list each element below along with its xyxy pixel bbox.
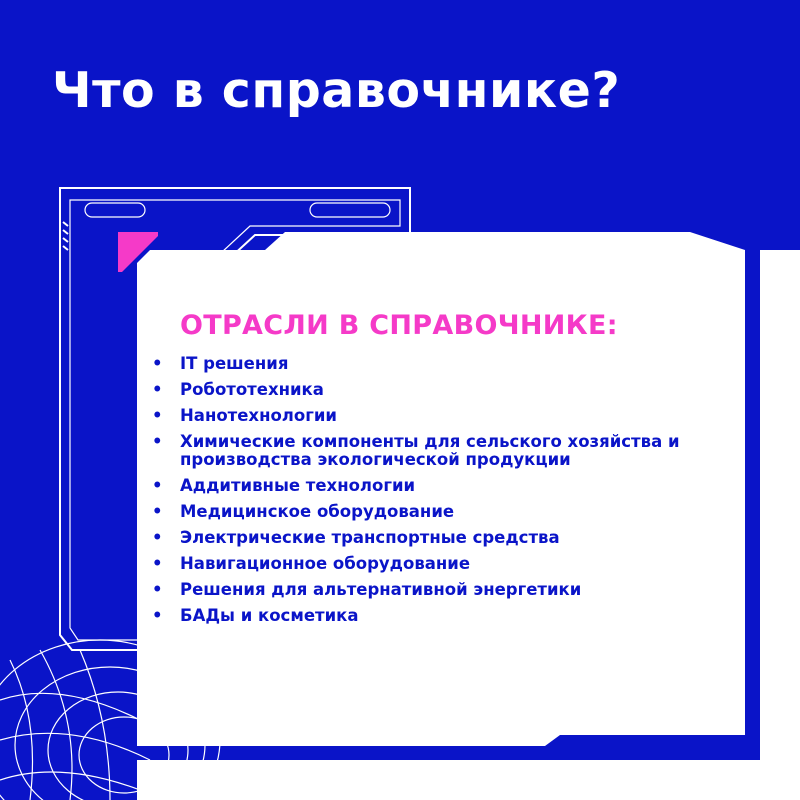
bullet-icon: • [152, 380, 163, 399]
list-item-label: Медицинское оборудование [180, 502, 455, 521]
list-item-label: Электрические транспортные средства [180, 528, 560, 547]
list-item [150, 581, 740, 599]
card-heading: ОТРАСЛИ В СПРАВОЧНИКЕ: [180, 310, 618, 341]
list-item-label: Навигационное оборудование [180, 554, 471, 573]
list-item [150, 355, 740, 373]
frame-slot-left [85, 203, 145, 217]
bullet-icon: • [152, 406, 163, 425]
industries-card [150, 310, 740, 633]
list-item [150, 503, 740, 521]
frame-slot-right [310, 203, 390, 217]
bullet-icon: • [152, 432, 163, 451]
bullet-icon: • [152, 580, 163, 599]
frame-ticks [63, 222, 68, 250]
bullet-icon: • [152, 354, 163, 373]
list-item [150, 381, 740, 399]
industry-list [150, 355, 740, 625]
list-item-label: IT решения [180, 354, 289, 373]
bottom-accent-bar [540, 745, 760, 760]
list-item-label: Химические компоненты для сельского хозяйства и производства экологической продукции [180, 432, 680, 469]
list-item-label: Нанотехнологии [180, 406, 337, 425]
list-item [150, 477, 740, 495]
list-item [150, 529, 740, 547]
page-title: Что в справочнике? [52, 62, 621, 119]
card-bottom-strip [137, 760, 800, 800]
bullet-icon: • [152, 554, 163, 573]
bullet-icon: • [152, 606, 163, 625]
right-accent [760, 250, 800, 800]
list-item [150, 555, 740, 573]
list-item-label: Решения для альтернативной энергетики [180, 580, 582, 599]
list-item [150, 433, 740, 469]
list-item-label: БАДы и косметика [180, 606, 359, 625]
list-item [150, 607, 740, 625]
list-item [150, 407, 740, 425]
bullet-icon: • [152, 528, 163, 547]
list-item-label: Аддитивные технологии [180, 476, 416, 495]
list-item-label: Робототехника [180, 380, 324, 399]
bullet-icon: • [152, 476, 163, 495]
bullet-icon: • [152, 502, 163, 521]
